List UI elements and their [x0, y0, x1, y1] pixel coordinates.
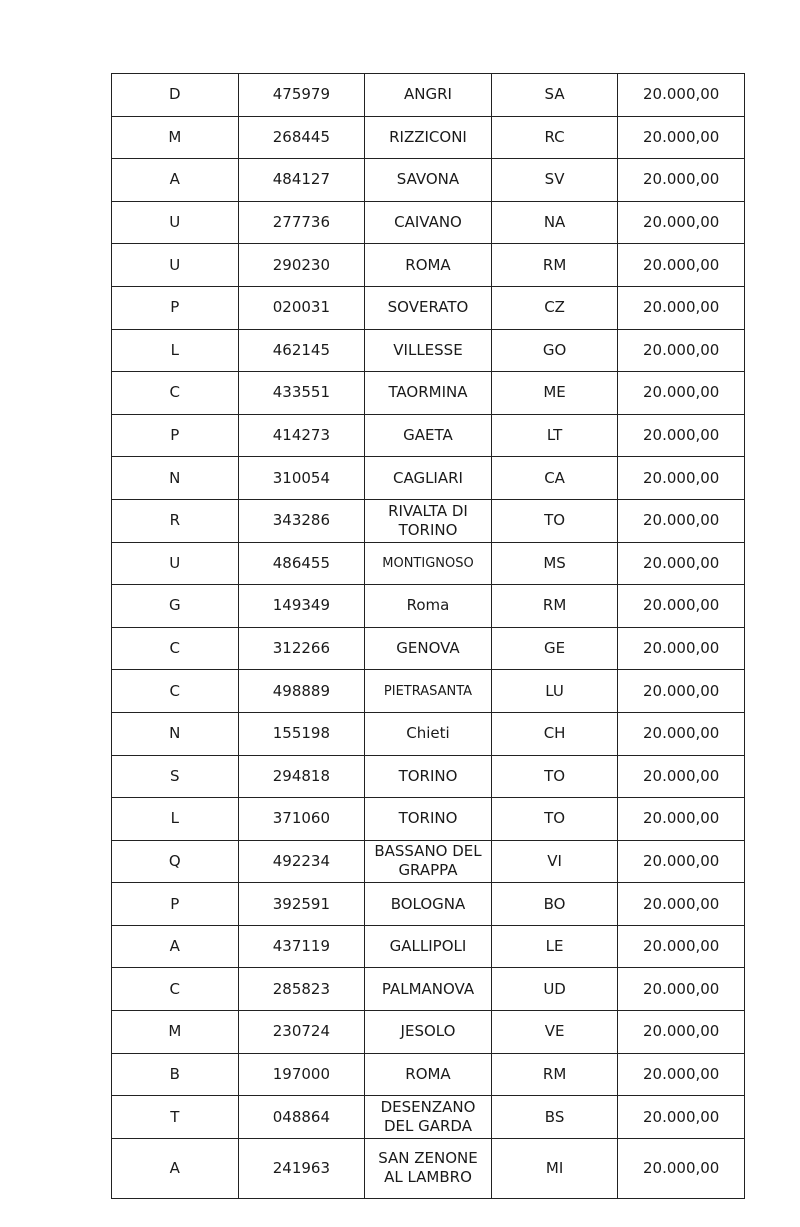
- table-row: [112, 74, 745, 117]
- province-cell: VI: [491, 840, 618, 883]
- city-cell: GAETA: [365, 414, 492, 457]
- amount-cell: 20.000,00: [618, 925, 745, 968]
- code-cell: 277736: [238, 201, 365, 244]
- table-row: [112, 840, 745, 883]
- initial-cell: A: [112, 159, 239, 202]
- table-row: [112, 244, 745, 287]
- province-cell: CZ: [491, 286, 618, 329]
- initial-cell: N: [112, 457, 239, 500]
- code-cell: 498889: [238, 670, 365, 713]
- initial-cell: R: [112, 499, 239, 542]
- initial-cell: A: [112, 1138, 239, 1198]
- amount-cell: 20.000,00: [618, 542, 745, 585]
- city-cell: MONTIGNOSO: [365, 542, 492, 585]
- amount-cell: 20.000,00: [618, 1096, 745, 1139]
- initial-cell: M: [112, 1011, 239, 1054]
- table-row: [112, 1096, 745, 1139]
- table-row: [112, 499, 745, 542]
- table-row: [112, 925, 745, 968]
- province-cell: LU: [491, 670, 618, 713]
- code-cell: 294818: [238, 755, 365, 798]
- initial-cell: C: [112, 670, 239, 713]
- code-cell: 310054: [238, 457, 365, 500]
- code-cell: 371060: [238, 798, 365, 841]
- table-row: [112, 755, 745, 798]
- table-row: [112, 1053, 745, 1096]
- province-cell: GO: [491, 329, 618, 372]
- city-cell: TORINO: [365, 798, 492, 841]
- city-cell: Roma: [365, 585, 492, 628]
- initial-cell: L: [112, 798, 239, 841]
- code-cell: 475979: [238, 74, 365, 117]
- code-cell: 392591: [238, 883, 365, 926]
- city-cell: PALMANOVA: [365, 968, 492, 1011]
- initial-cell: P: [112, 414, 239, 457]
- initial-cell: U: [112, 542, 239, 585]
- province-cell: RM: [491, 1053, 618, 1096]
- amount-cell: 20.000,00: [618, 968, 745, 1011]
- amount-cell: 20.000,00: [618, 670, 745, 713]
- initial-cell: T: [112, 1096, 239, 1139]
- table-row: [112, 329, 745, 372]
- province-cell: LT: [491, 414, 618, 457]
- code-cell: 492234: [238, 840, 365, 883]
- amount-cell: 20.000,00: [618, 627, 745, 670]
- province-cell: CA: [491, 457, 618, 500]
- table-row: [112, 670, 745, 713]
- table-row: [112, 457, 745, 500]
- city-cell: ROMA: [365, 1053, 492, 1096]
- city-cell: SAVONA: [365, 159, 492, 202]
- province-cell: TO: [491, 499, 618, 542]
- province-cell: ME: [491, 372, 618, 415]
- code-cell: 197000: [238, 1053, 365, 1096]
- amount-cell: 20.000,00: [618, 1138, 745, 1198]
- city-cell: SOVERATO: [365, 286, 492, 329]
- province-cell: RM: [491, 244, 618, 287]
- city-cell: JESOLO: [365, 1011, 492, 1054]
- table-row: [112, 627, 745, 670]
- amount-cell: 20.000,00: [618, 159, 745, 202]
- table-row: [112, 968, 745, 1011]
- code-cell: 048864: [238, 1096, 365, 1139]
- initial-cell: P: [112, 883, 239, 926]
- table-row: [112, 798, 745, 841]
- amount-cell: 20.000,00: [618, 372, 745, 415]
- province-cell: BS: [491, 1096, 618, 1139]
- initial-cell: D: [112, 74, 239, 117]
- code-cell: 486455: [238, 542, 365, 585]
- code-cell: 312266: [238, 627, 365, 670]
- code-cell: 343286: [238, 499, 365, 542]
- initial-cell: S: [112, 755, 239, 798]
- province-cell: MI: [491, 1138, 618, 1198]
- table-row: [112, 1011, 745, 1054]
- amount-cell: 20.000,00: [618, 499, 745, 542]
- initial-cell: C: [112, 968, 239, 1011]
- city-cell: ANGRI: [365, 74, 492, 117]
- amount-cell: 20.000,00: [618, 755, 745, 798]
- province-cell: NA: [491, 201, 618, 244]
- amount-cell: 20.000,00: [618, 1011, 745, 1054]
- code-cell: 268445: [238, 116, 365, 159]
- province-cell: CH: [491, 712, 618, 755]
- table-row: [112, 286, 745, 329]
- city-cell: GENOVA: [365, 627, 492, 670]
- city-cell: RIVALTA DI TORINO: [365, 499, 492, 542]
- code-cell: 020031: [238, 286, 365, 329]
- initial-cell: U: [112, 244, 239, 287]
- table-row: [112, 201, 745, 244]
- initial-cell: Q: [112, 840, 239, 883]
- amount-cell: 20.000,00: [618, 74, 745, 117]
- province-cell: VE: [491, 1011, 618, 1054]
- province-cell: UD: [491, 968, 618, 1011]
- amount-cell: 20.000,00: [618, 883, 745, 926]
- province-cell: MS: [491, 542, 618, 585]
- city-cell: VILLESSE: [365, 329, 492, 372]
- initial-cell: L: [112, 329, 239, 372]
- city-cell: BOLOGNA: [365, 883, 492, 926]
- amount-cell: 20.000,00: [618, 329, 745, 372]
- initial-cell: P: [112, 286, 239, 329]
- amount-cell: 20.000,00: [618, 798, 745, 841]
- province-cell: TO: [491, 798, 618, 841]
- initial-cell: U: [112, 201, 239, 244]
- city-cell: ROMA: [365, 244, 492, 287]
- code-cell: 414273: [238, 414, 365, 457]
- code-cell: 241963: [238, 1138, 365, 1198]
- city-cell: TAORMINA: [365, 372, 492, 415]
- city-cell: TORINO: [365, 755, 492, 798]
- amount-cell: 20.000,00: [618, 116, 745, 159]
- table-row: [112, 414, 745, 457]
- city-cell: Chieti: [365, 712, 492, 755]
- initial-cell: N: [112, 712, 239, 755]
- initial-cell: A: [112, 925, 239, 968]
- code-cell: 290230: [238, 244, 365, 287]
- table-row: [112, 883, 745, 926]
- initial-cell: G: [112, 585, 239, 628]
- table-row: [112, 712, 745, 755]
- code-cell: 437119: [238, 925, 365, 968]
- code-cell: 462145: [238, 329, 365, 372]
- city-cell: CAIVANO: [365, 201, 492, 244]
- beneficiaries-table: [111, 73, 745, 1199]
- initial-cell: C: [112, 627, 239, 670]
- amount-cell: 20.000,00: [618, 286, 745, 329]
- province-cell: RC: [491, 116, 618, 159]
- city-cell: CAGLIARI: [365, 457, 492, 500]
- table-row: [112, 372, 745, 415]
- code-cell: 149349: [238, 585, 365, 628]
- city-cell: GALLIPOLI: [365, 925, 492, 968]
- code-cell: 285823: [238, 968, 365, 1011]
- city-cell: SAN ZENONE AL LAMBRO: [365, 1138, 492, 1198]
- province-cell: SA: [491, 74, 618, 117]
- table-row: [112, 585, 745, 628]
- province-cell: SV: [491, 159, 618, 202]
- province-cell: LE: [491, 925, 618, 968]
- amount-cell: 20.000,00: [618, 244, 745, 287]
- province-cell: RM: [491, 585, 618, 628]
- code-cell: 484127: [238, 159, 365, 202]
- table-row: [112, 159, 745, 202]
- amount-cell: 20.000,00: [618, 712, 745, 755]
- amount-cell: 20.000,00: [618, 585, 745, 628]
- amount-cell: 20.000,00: [618, 1053, 745, 1096]
- table-row: [112, 1138, 745, 1198]
- initial-cell: M: [112, 116, 239, 159]
- amount-cell: 20.000,00: [618, 414, 745, 457]
- city-cell: BASSANO DEL GRAPPA: [365, 840, 492, 883]
- city-cell: RIZZICONI: [365, 116, 492, 159]
- province-cell: BO: [491, 883, 618, 926]
- amount-cell: 20.000,00: [618, 840, 745, 883]
- amount-cell: 20.000,00: [618, 201, 745, 244]
- code-cell: 433551: [238, 372, 365, 415]
- table-row: [112, 542, 745, 585]
- code-cell: 230724: [238, 1011, 365, 1054]
- province-cell: GE: [491, 627, 618, 670]
- city-cell: DESENZANO DEL GARDA: [365, 1096, 492, 1139]
- province-cell: TO: [491, 755, 618, 798]
- table-body: [112, 74, 745, 1199]
- city-cell: PIETRASANTA: [365, 670, 492, 713]
- table-row: [112, 116, 745, 159]
- code-cell: 155198: [238, 712, 365, 755]
- initial-cell: C: [112, 372, 239, 415]
- amount-cell: 20.000,00: [618, 457, 745, 500]
- initial-cell: B: [112, 1053, 239, 1096]
